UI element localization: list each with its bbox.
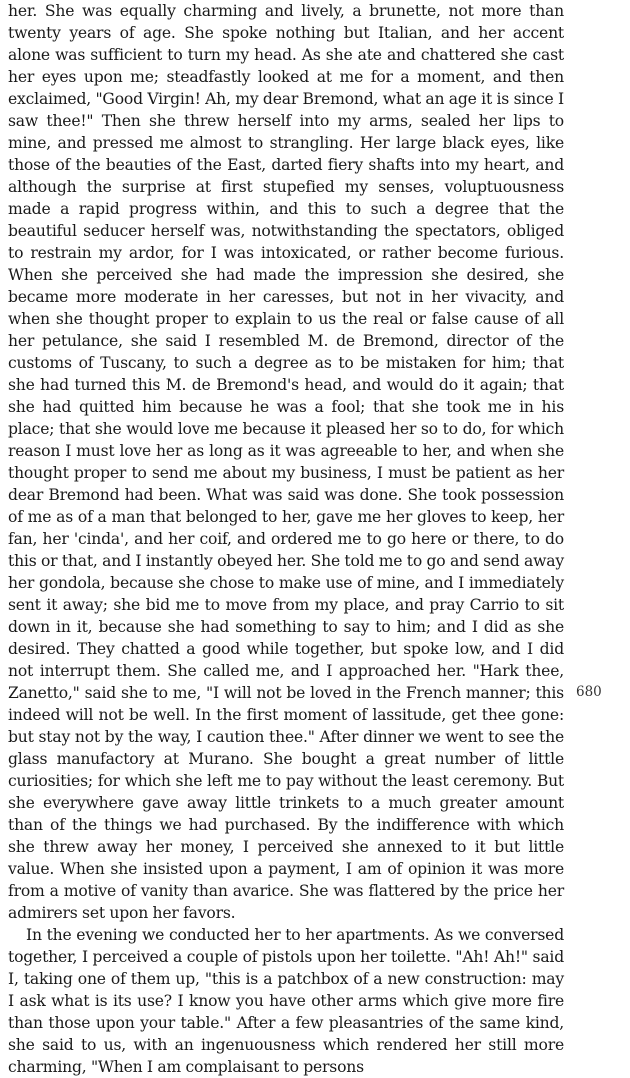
document-page — [8, 0, 564, 1078]
body-paragraph-2: In the evening we conducted her to her apartments. As we conversed together, I perceived a couple of pistols upon her toilette. "Ah! Ah!" said I, taking one of them up, "this is a patchbox of a new construction: may I ask what is its use? I know you have other arms which give more fire than those upon your table." After a few pleasantries of the same kind, she said to us, with an ingenuousness which rendered her still more charming, "When I am complaisant to persons — [8, 926, 564, 1076]
page-number: 680 — [576, 684, 602, 700]
body-paragraph-1: her. She was equally charming and lively, a brunette, not more than twenty years of age. She spoke nothing but Italian, and her accent alone was sufficient to turn my head. As she ate and chattered she cast her eyes upon me; steadfastly looked at me for a moment, and then exclaimed, "Good Virgin! Ah, my dear Bremond, what an age it is since I saw thee!" Then she threw herself into my arms, sealed her lips to mine, and pressed me almost to strangling. Her large black eyes, like those of the beauties of the East, darted fiery shafts into my heart, and although the surprise at first stupefied my senses, voluptuousness made a rapid progress within, and this to such a degree that the beautiful seducer herself was, notwithstanding the spectators, obliged to restrain my ardor, for I was intoxicated, or rather become furious. When she perceived she had made the impression she desired, she became more moderate in her caresses, but not in her vivacity, and when she thought proper to explain to us the real or false cause of all her petulance, she said I resembled M. de Bremond, director of the customs of Tuscany, to such a degree as to be mistaken for him; that she had turned this M. de Bremond's head, and would do it again; that she had quitted him because he was a fool; that she took me in his place; that she would love me because it pleased her so to do, for which reason I must love her as long as it was agreeable to her, and when she thought proper to send me about my business, I must be patient as her dear Bremond had been. What was said was done. She took possession of me as of a man that belonged to her, gave me her gloves to keep, her fan, her 'cinda', and her coif, and ordered me to go here or there, to do this or that, and I instantly obeyed her. She told me to go and send away her gondola, because she chose to make use of mine, and I immediately sent it away; she bid me to move from my place, and pray Carrio to sit down in it, because she had something to say to him; and I did as she desired. They chatted a good while together, but spoke low, and I did not interrupt them. She called me, and I approached her. "Hark thee, Zanetto," said she to me, "I will not be loved in the French manner; this indeed will not be well. In the first moment of lassitude, get thee gone: but stay not by the way, I caution thee." After dinner we went to see the glass manufactory at Murano. She bought a great number of little curiosities; for which she left me to pay without the least ceremony. But she everywhere gave away little trinkets to a much greater amount than of the things we had purchased. By the indifference with which she threw away her money, I perceived she annexed to it but little value. When she insisted upon a payment, I am of opinion it was more from a motive of vanity than avarice. She was flattered by the price her admirers set upon her favors. — [8, 2, 564, 922]
